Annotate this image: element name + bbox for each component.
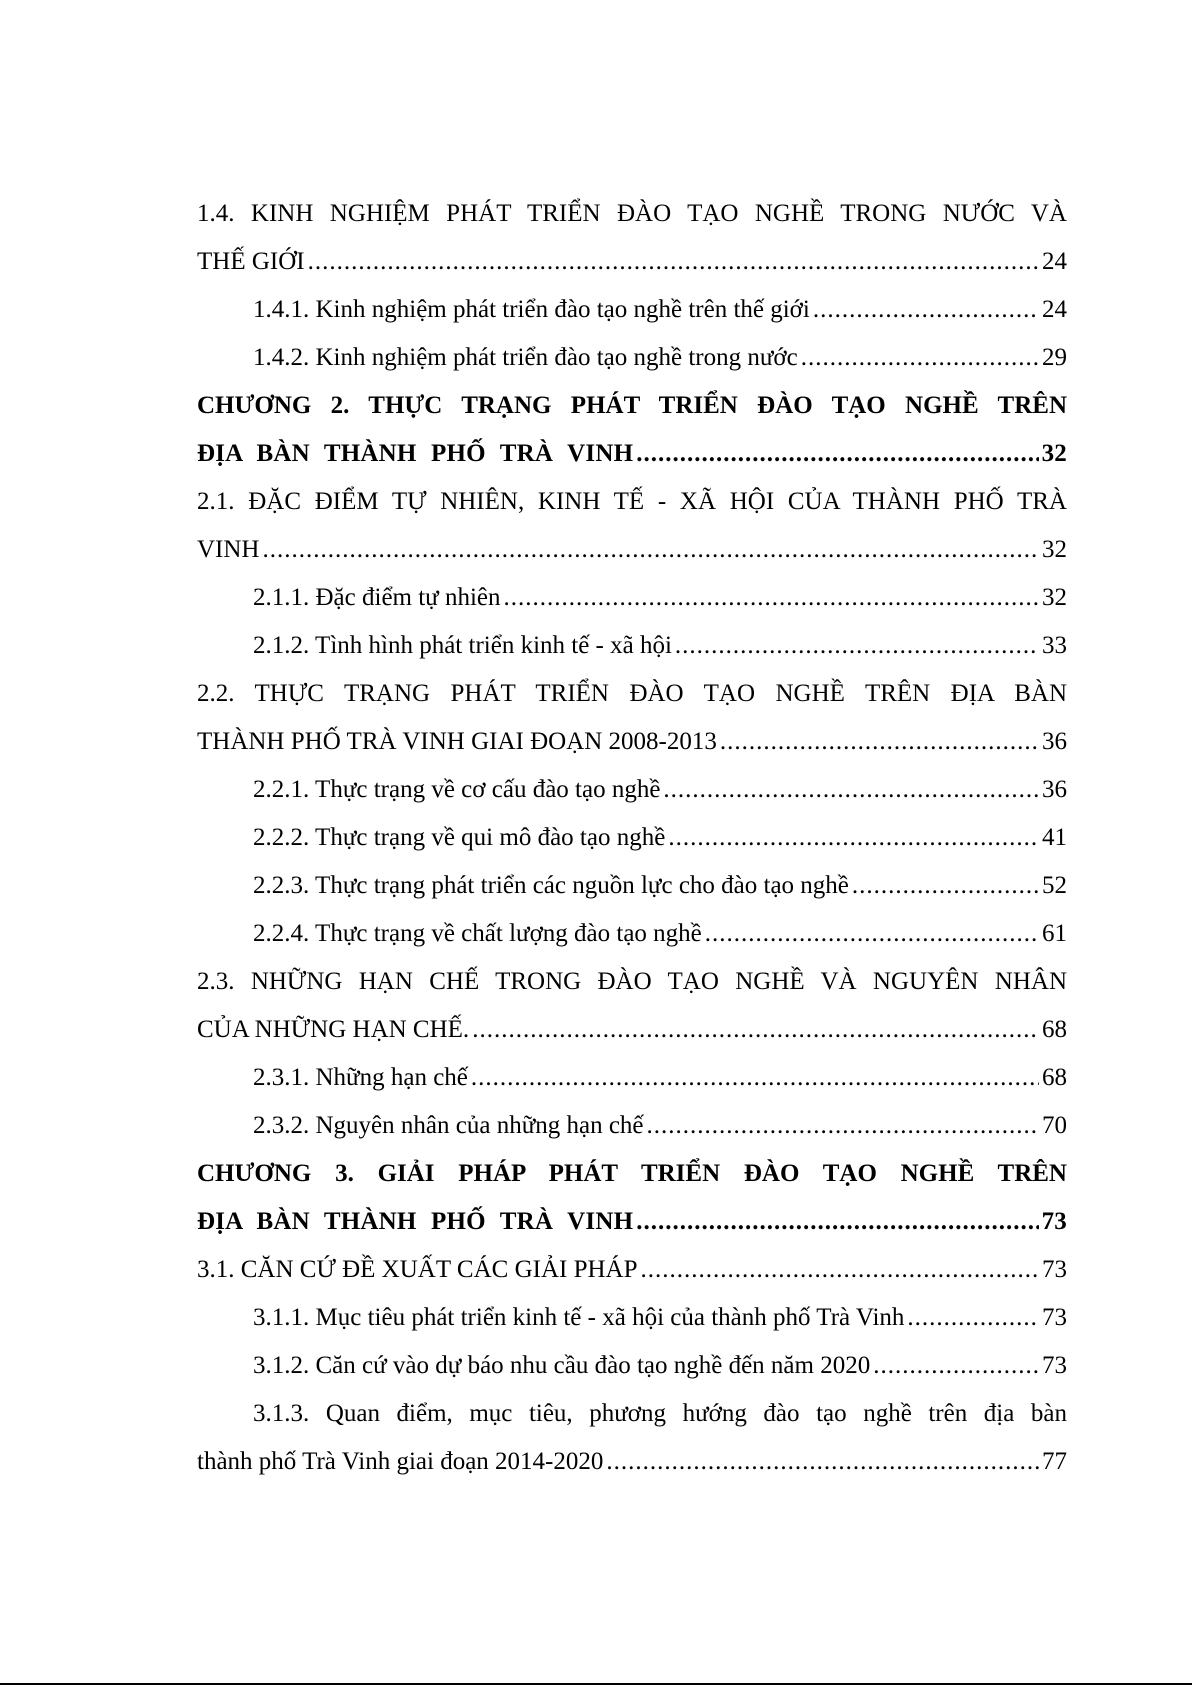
toc-entry[interactable] xyxy=(197,1198,1067,1246)
toc-page-number: 32 xyxy=(1041,440,1067,467)
toc-page-number: 29 xyxy=(1042,344,1067,371)
toc-entry[interactable] xyxy=(197,286,1067,334)
toc-entry[interactable] xyxy=(197,1438,1067,1486)
toc-entry-line[interactable]: 1.4. KINH NGHIỆM PHÁT TRIỂN ĐÀO TẠO NGHỀ TRONG NƯỚC VÀ xyxy=(197,200,1067,227)
toc-entry[interactable] xyxy=(197,1054,1067,1102)
toc-entry-title: THẾ GIỚI xyxy=(197,248,305,275)
toc-entry[interactable] xyxy=(197,1342,1067,1390)
toc-entry[interactable] xyxy=(197,334,1067,382)
toc-entry-title: ĐỊA BÀN THÀNH PHỐ TRÀ VINH xyxy=(197,1208,634,1235)
toc-entry-line[interactable]: 2.2. THỰC TRẠNG PHÁT TRIỂN ĐÀO TẠO NGHỀ TRÊN ĐỊA BÀN xyxy=(197,680,1067,707)
toc-entry[interactable] xyxy=(197,910,1067,958)
toc-entry[interactable] xyxy=(197,862,1067,910)
dot-leader xyxy=(668,814,1039,862)
toc-page-number: 24 xyxy=(1042,248,1067,275)
dot-leader xyxy=(308,238,1039,286)
toc-entry-title: 3.1. CĂN CỨ ĐỀ XUẤT CÁC GIẢI PHÁP xyxy=(197,1256,638,1283)
dot-leader xyxy=(636,430,1038,478)
dot-leader xyxy=(705,910,1039,958)
dot-leader xyxy=(801,334,1039,382)
toc-entry[interactable] xyxy=(197,814,1067,862)
toc-page-number: 36 xyxy=(1042,728,1067,755)
toc-entry[interactable] xyxy=(197,526,1067,574)
toc-entry-title: THÀNH PHỐ TRÀ VINH GIAI ĐOẠN 2008-2013 xyxy=(197,728,717,755)
toc-entry[interactable] xyxy=(197,238,1067,286)
toc-entry-title: 2.2.2. Thực trạng về qui mô đào tạo nghề xyxy=(253,824,666,851)
toc-entry-title: CỦA NHỮNG HẠN CHẾ. xyxy=(197,1016,470,1043)
toc-page-number: 32 xyxy=(1042,536,1067,563)
toc-entry-line[interactable]: CHƯƠNG 2. THỰC TRẠNG PHÁT TRIỂN ĐÀO TẠO NGHỀ TRÊN xyxy=(197,392,1067,419)
toc-page-number: 41 xyxy=(1042,824,1067,851)
toc-entry-title: 1.4.1. Kinh nghiệm phát triển đào tạo nghề trên thế giới xyxy=(253,296,810,323)
toc-page-number: 68 xyxy=(1042,1064,1067,1091)
dot-leader xyxy=(675,622,1039,670)
toc-entry-line[interactable]: 2.1. ĐẶC ĐIỂM TỰ NHIÊN, KINH TẾ - XÃ HỘI CỦA THÀNH PHỐ TRÀ xyxy=(197,488,1067,515)
toc-page-number: 70 xyxy=(1042,1112,1067,1139)
toc-page-number: 73 xyxy=(1042,1304,1067,1331)
toc-page-number: 32 xyxy=(1042,584,1067,611)
toc-entry-title: 2.3.1. Những hạn chế xyxy=(253,1064,468,1091)
dot-leader xyxy=(636,1198,1038,1246)
toc-page-number: 33 xyxy=(1042,632,1067,659)
toc-entry[interactable] xyxy=(197,622,1067,670)
toc-page-number: 77 xyxy=(1042,1448,1067,1475)
toc-page-number: 68 xyxy=(1042,1016,1067,1043)
toc-entry-title: 2.2.4. Thực trạng về chất lượng đào tạo nghề xyxy=(253,920,702,947)
toc-entry-line[interactable]: CHƯƠNG 3. GIẢI PHÁP PHÁT TRIỂN ĐÀO TẠO NGHỀ TRÊN xyxy=(197,1160,1067,1187)
toc-entry-title: 2.1.1. Đặc điểm tự nhiên xyxy=(253,584,501,611)
toc-entry[interactable] xyxy=(197,1006,1067,1054)
toc-entry-title: 3.1.2. Căn cứ vào dự báo nhu cầu đào tạo nghề đến năm 2020 xyxy=(253,1352,871,1379)
toc-entry[interactable] xyxy=(197,1294,1067,1342)
toc-entry-title: 2.2.1. Thực trạng về cơ cấu đào tạo nghề xyxy=(253,776,661,803)
toc-entry[interactable] xyxy=(197,1102,1067,1150)
toc-entry-line[interactable]: 3.1.3. Quan điểm, mục tiêu, phương hướng đào tạo nghề trên địa bàn xyxy=(253,1400,1067,1427)
toc-entry-title: 2.3.2. Nguyên nhân của những hạn chế xyxy=(253,1112,644,1139)
dot-leader xyxy=(813,286,1039,334)
dot-leader xyxy=(472,1006,1039,1054)
toc-entry[interactable] xyxy=(197,1246,1067,1294)
dot-leader xyxy=(852,862,1039,910)
dot-leader xyxy=(663,766,1039,814)
toc-page-number: 36 xyxy=(1042,776,1067,803)
toc-page-number: 61 xyxy=(1042,920,1067,947)
toc-entry-title: VINH xyxy=(197,536,260,563)
toc-entry-title: 2.2.3. Thực trạng phát triển các nguồn lực cho đào tạo nghề xyxy=(253,872,849,899)
dot-leader xyxy=(720,718,1039,766)
toc-entry-title: 3.1.1. Mục tiêu phát triển kinh tế - xã hội của thành phố Trà Vinh xyxy=(253,1304,905,1331)
dot-leader xyxy=(606,1438,1039,1486)
toc-entry[interactable] xyxy=(197,430,1067,478)
toc-entry-title: thành phố Trà Vinh giai đoạn 2014-2020 xyxy=(197,1448,604,1475)
dot-leader xyxy=(504,574,1039,622)
toc-entry-title: ĐỊA BÀN THÀNH PHỐ TRÀ VINH xyxy=(197,440,634,467)
toc-entry[interactable] xyxy=(197,766,1067,814)
table-of-contents xyxy=(197,190,1067,1486)
dot-leader xyxy=(873,1342,1039,1390)
toc-page-number: 73 xyxy=(1041,1208,1067,1235)
dot-leader xyxy=(647,1102,1039,1150)
dot-leader xyxy=(641,1246,1040,1294)
toc-page-number: 73 xyxy=(1042,1352,1067,1379)
dot-leader xyxy=(907,1294,1039,1342)
toc-entry-title: 1.4.2. Kinh nghiệm phát triển đào tạo nghề trong nước xyxy=(253,344,798,371)
toc-page-number: 73 xyxy=(1042,1256,1067,1283)
dot-leader xyxy=(263,526,1040,574)
toc-entry-line[interactable]: 2.3. NHỮNG HẠN CHẾ TRONG ĐÀO TẠO NGHỀ VÀ NGUYÊN NHÂN xyxy=(197,968,1067,995)
toc-page-number: 52 xyxy=(1042,872,1067,899)
toc-entry-title: 2.1.2. Tình hình phát triển kinh tế - xã hội xyxy=(253,632,672,659)
toc-page-number: 24 xyxy=(1042,296,1067,323)
toc-entry[interactable] xyxy=(197,718,1067,766)
dot-leader xyxy=(471,1054,1039,1102)
toc-entry[interactable] xyxy=(197,574,1067,622)
